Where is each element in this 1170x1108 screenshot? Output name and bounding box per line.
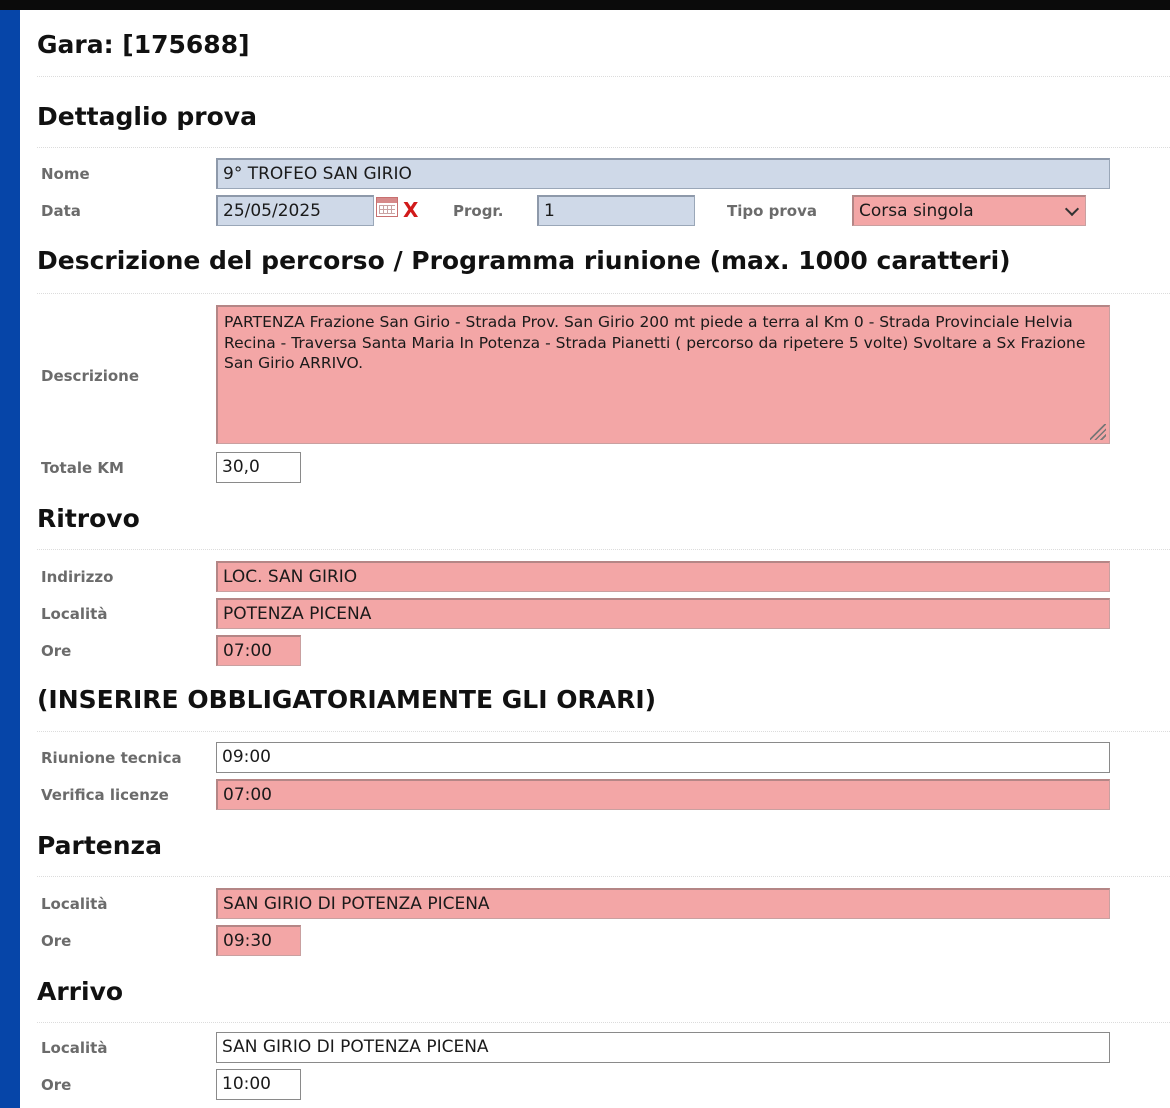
tipo-prova-selected-value: Corsa singola bbox=[859, 201, 974, 221]
page-title: Gara: [175688] bbox=[37, 30, 250, 59]
section-title-ritrovo: Ritrovo bbox=[37, 504, 140, 533]
totale-km-field[interactable]: 30,0 bbox=[216, 452, 301, 483]
tipo-prova-label: Tipo prova bbox=[727, 202, 817, 220]
chevron-down-icon bbox=[1065, 202, 1079, 216]
verifica-licenze-label: Verifica licenze bbox=[41, 786, 169, 804]
progr-label: Progr. bbox=[453, 202, 504, 220]
progr-field[interactable]: 1 bbox=[537, 195, 695, 226]
left-sidebar-strip bbox=[0, 10, 20, 1108]
descrizione-label: Descrizione bbox=[41, 367, 140, 385]
arrivo-localita-field[interactable]: SAN GIRIO DI POTENZA PICENA bbox=[216, 1032, 1110, 1063]
divider bbox=[37, 549, 1170, 550]
partenza-localita-field[interactable]: SAN GIRIO DI POTENZA PICENA bbox=[216, 888, 1110, 919]
partenza-ore-field[interactable]: 09:30 bbox=[216, 925, 301, 956]
resize-handle-icon[interactable] bbox=[1090, 424, 1106, 440]
tipo-prova-select[interactable] bbox=[852, 195, 1086, 226]
calendar-icon[interactable] bbox=[376, 197, 398, 217]
divider bbox=[37, 76, 1170, 77]
divider bbox=[37, 731, 1170, 732]
section-title-arrivo: Arrivo bbox=[37, 977, 124, 1006]
ritrovo-ore-field[interactable]: 07:00 bbox=[216, 635, 301, 666]
ritrovo-indirizzo-field[interactable]: LOC. SAN GIRIO bbox=[216, 561, 1110, 592]
divider bbox=[37, 147, 1170, 148]
nome-field[interactable]: 9° TROFEO SAN GIRIO bbox=[216, 158, 1110, 189]
data-field[interactable]: 25/05/2025 bbox=[216, 195, 374, 226]
riunione-tecnica-field[interactable]: 09:00 bbox=[216, 742, 1110, 773]
form-page bbox=[20, 10, 1170, 1108]
totale-km-label: Totale KM bbox=[41, 459, 124, 477]
section-title-dettaglio: Dettaglio prova bbox=[37, 102, 257, 131]
indirizzo-label: Indirizzo bbox=[41, 568, 114, 586]
divider bbox=[37, 1022, 1170, 1023]
section-title-descrizione: Descrizione del percorso / Programma riunione (max. 1000 caratteri) bbox=[37, 246, 1011, 275]
partenza-localita-label: Località bbox=[41, 895, 108, 913]
window-top-bar bbox=[0, 0, 1170, 10]
descrizione-textarea[interactable] bbox=[216, 305, 1110, 444]
divider bbox=[37, 876, 1170, 877]
divider bbox=[37, 293, 1170, 294]
partenza-ore-label: Ore bbox=[41, 932, 72, 950]
verifica-licenze-field[interactable]: 07:00 bbox=[216, 779, 1110, 810]
ritrovo-ore-label: Ore bbox=[41, 642, 72, 660]
section-title-partenza: Partenza bbox=[37, 831, 162, 860]
arrivo-ore-label: Ore bbox=[41, 1076, 72, 1094]
data-label: Data bbox=[41, 202, 81, 220]
clear-date-icon[interactable]: X bbox=[403, 198, 419, 222]
arrivo-localita-label: Località bbox=[41, 1039, 108, 1057]
nome-label: Nome bbox=[41, 165, 90, 183]
ritrovo-localita-label: Località bbox=[41, 605, 108, 623]
section-title-orari: (INSERIRE OBBLIGATORIAMENTE GLI ORARI) bbox=[37, 685, 657, 714]
arrivo-ore-field[interactable]: 10:00 bbox=[216, 1069, 301, 1100]
descrizione-text: PARTENZA Frazione San Girio - Strada Prov. San Girio 200 mt piede a terra al Km 0 - Strada Provinciale Helvia Recina - Traversa Santa Maria In Potenza - Strada Pianetti ( percorso da ripetere 5 volte) Svoltare a Sx Frazione San Girio ARRIVO. bbox=[224, 313, 1086, 372]
ritrovo-localita-field[interactable]: POTENZA PICENA bbox=[216, 598, 1110, 629]
riunione-tecnica-label: Riunione tecnica bbox=[41, 749, 182, 767]
